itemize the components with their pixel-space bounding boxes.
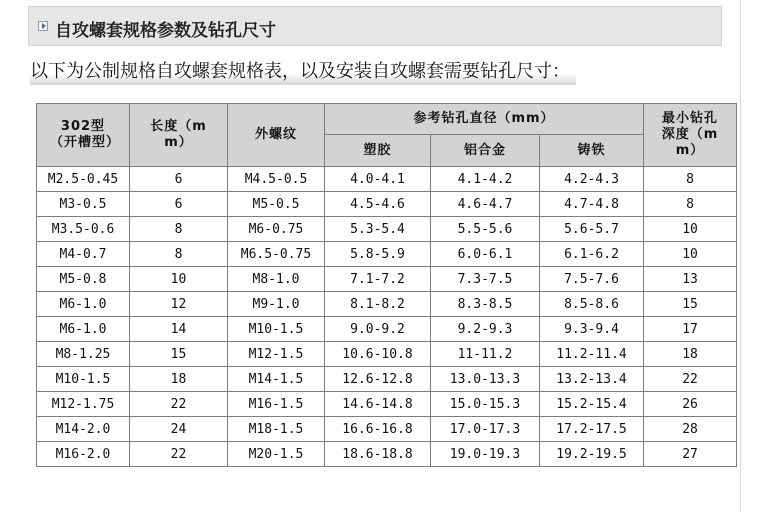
section-title: 自攻螺套规格参数及钻孔尺寸 (55, 21, 276, 41)
cell-cast-iron: 13.2-13.4 (540, 367, 644, 392)
cell-aluminum: 11-11.2 (431, 342, 540, 367)
cell-aluminum: 8.3-8.5 (431, 292, 540, 317)
table-row (37, 167, 737, 192)
cell-length: 22 (130, 442, 228, 467)
cell-cast-iron: 11.2-11.4 (540, 342, 644, 367)
header-aluminum: 铝合金 (431, 135, 540, 167)
table-row (37, 317, 737, 342)
cell-length: 12 (130, 292, 228, 317)
cell-min-depth: 27 (644, 442, 737, 467)
cell-outer-thread: M18-1.5 (228, 417, 325, 442)
cell-aluminum: 13.0-13.3 (431, 367, 540, 392)
spec-table (36, 103, 737, 467)
cell-min-depth: 13 (644, 267, 737, 292)
cell-min-depth: 10 (644, 217, 737, 242)
cell-outer-thread: M10-1.5 (228, 317, 325, 342)
cell-length: 15 (130, 342, 228, 367)
cell-length: 6 (130, 167, 228, 192)
cell-plastic: 4.0-4.1 (325, 167, 431, 192)
cell-plastic: 8.1-8.2 (325, 292, 431, 317)
cell-model: M12-1.75 (37, 392, 130, 417)
table-header-row (37, 104, 737, 135)
cell-plastic: 9.0-9.2 (325, 317, 431, 342)
cell-cast-iron: 4.7-4.8 (540, 192, 644, 217)
cell-aluminum: 9.2-9.3 (431, 317, 540, 342)
cell-length: 22 (130, 392, 228, 417)
cell-model: M8-1.25 (37, 342, 130, 367)
cell-model: M2.5-0.45 (37, 167, 130, 192)
cell-plastic: 10.6-10.8 (325, 342, 431, 367)
table-row (37, 442, 737, 467)
cell-min-depth: 8 (644, 167, 737, 192)
cell-outer-thread: M20-1.5 (228, 442, 325, 467)
cell-model: M16-2.0 (37, 442, 130, 467)
triangle-bullet-icon (38, 21, 48, 31)
cell-outer-thread: M16-1.5 (228, 392, 325, 417)
table-row (37, 367, 737, 392)
cell-plastic: 18.6-18.8 (325, 442, 431, 467)
cell-model: M6-1.0 (37, 292, 130, 317)
cell-aluminum: 17.0-17.3 (431, 417, 540, 442)
cell-min-depth: 15 (644, 292, 737, 317)
cell-model: M6-1.0 (37, 317, 130, 342)
cell-length: 10 (130, 267, 228, 292)
cell-aluminum: 15.0-15.3 (431, 392, 540, 417)
cell-model: M10-1.5 (37, 367, 130, 392)
table-row (37, 192, 737, 217)
cell-outer-thread: M9-1.0 (228, 292, 325, 317)
cell-plastic: 16.6-16.8 (325, 417, 431, 442)
header-outer-thread: 外螺纹 (228, 104, 325, 167)
cell-aluminum: 4.6-4.7 (431, 192, 540, 217)
cell-aluminum: 5.5-5.6 (431, 217, 540, 242)
cell-outer-thread: M6-0.75 (228, 217, 325, 242)
cell-model: M3-0.5 (37, 192, 130, 217)
cell-cast-iron: 9.3-9.4 (540, 317, 644, 342)
cell-outer-thread: M6.5-0.75 (228, 242, 325, 267)
header-ref-diameter: 参考钻孔直径（mm） (325, 104, 644, 135)
cell-outer-thread: M8-1.0 (228, 267, 325, 292)
cell-cast-iron: 5.6-5.7 (540, 217, 644, 242)
header-model: 302型（开槽型） (37, 104, 130, 167)
cell-aluminum: 19.0-19.3 (431, 442, 540, 467)
table-row (37, 242, 737, 267)
cell-cast-iron: 6.1-6.2 (540, 242, 644, 267)
cell-aluminum: 7.3-7.5 (431, 267, 540, 292)
table-row (37, 342, 737, 367)
cell-plastic: 7.1-7.2 (325, 267, 431, 292)
cell-plastic: 12.6-12.8 (325, 367, 431, 392)
cell-length: 6 (130, 192, 228, 217)
cell-aluminum: 6.0-6.1 (431, 242, 540, 267)
table-row (37, 292, 737, 317)
section-header (28, 6, 722, 46)
cell-plastic: 5.3-5.4 (325, 217, 431, 242)
cell-cast-iron: 19.2-19.5 (540, 442, 644, 467)
cell-plastic: 4.5-4.6 (325, 192, 431, 217)
cell-cast-iron: 17.2-17.5 (540, 417, 644, 442)
cell-min-depth: 22 (644, 367, 737, 392)
cell-plastic: 14.6-14.8 (325, 392, 431, 417)
cell-model: M5-0.8 (37, 267, 130, 292)
cell-aluminum: 4.1-4.2 (431, 167, 540, 192)
cell-length: 8 (130, 217, 228, 242)
cell-min-depth: 10 (644, 242, 737, 267)
cell-cast-iron: 7.5-7.6 (540, 267, 644, 292)
page-divider (740, 0, 741, 512)
table-row (37, 217, 737, 242)
cell-length: 8 (130, 242, 228, 267)
cell-min-depth: 26 (644, 392, 737, 417)
header-plastic: 塑胶 (325, 135, 431, 167)
cell-length: 14 (130, 317, 228, 342)
header-min-depth: 最小钻孔深度（mm） (644, 104, 737, 167)
cell-min-depth: 28 (644, 417, 737, 442)
cell-length: 24 (130, 417, 228, 442)
cell-min-depth: 8 (644, 192, 737, 217)
header-length: 长度（mm） (130, 104, 228, 167)
cell-cast-iron: 4.2-4.3 (540, 167, 644, 192)
cell-min-depth: 18 (644, 342, 737, 367)
cell-model: M4-0.7 (37, 242, 130, 267)
table-row (37, 417, 737, 442)
cell-plastic: 5.8-5.9 (325, 242, 431, 267)
cell-cast-iron: 15.2-15.4 (540, 392, 644, 417)
header-cast-iron: 铸铁 (540, 135, 644, 167)
table-row (37, 267, 737, 292)
cell-outer-thread: M14-1.5 (228, 367, 325, 392)
intro-text: 以下为公制规格自攻螺套规格表，以及安装自攻螺套需要钻孔尺寸： (30, 59, 576, 85)
cell-length: 18 (130, 367, 228, 392)
cell-outer-thread: M5-0.5 (228, 192, 325, 217)
cell-model: M3.5-0.6 (37, 217, 130, 242)
cell-model: M14-2.0 (37, 417, 130, 442)
cell-outer-thread: M12-1.5 (228, 342, 325, 367)
cell-cast-iron: 8.5-8.6 (540, 292, 644, 317)
table-row (37, 392, 737, 417)
cell-outer-thread: M4.5-0.5 (228, 167, 325, 192)
cell-min-depth: 17 (644, 317, 737, 342)
